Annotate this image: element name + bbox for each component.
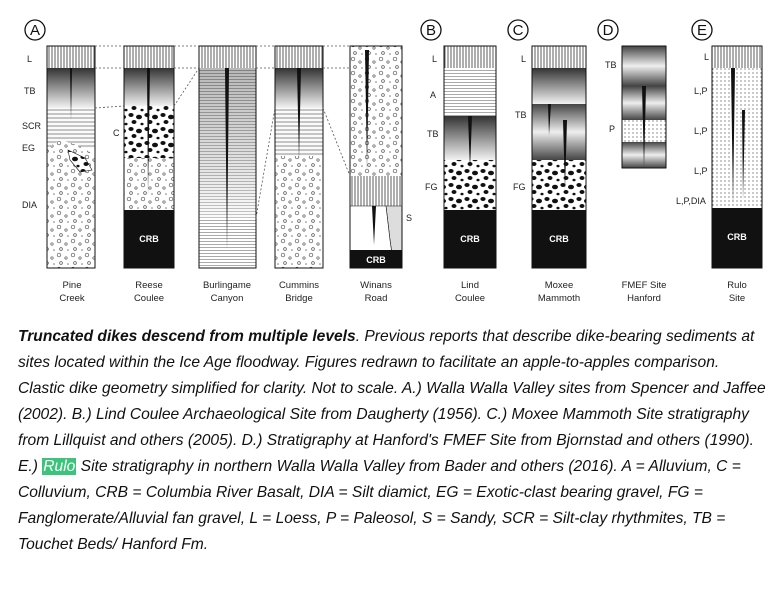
svg-text:Road: Road [364,293,388,304]
svg-text:Rulo: Rulo [727,280,747,291]
svg-text:Mammoth: Mammoth [537,293,581,304]
svg-text:Site: Site [728,293,746,304]
layer-label-e-lp2: L,P [694,126,708,136]
layer-label-eg: EG [22,143,36,153]
panel-label-a [25,20,45,40]
svg-text:Coulee: Coulee [133,293,165,304]
svg-text:FMEF Site: FMEF Site [621,280,667,291]
panel-label-b [421,20,441,40]
layer-label-e-l: L [704,52,710,62]
svg-text:Moxee: Moxee [544,280,574,291]
layer-label-l: L [27,54,33,64]
svg-text:CRB: CRB [366,255,386,265]
svg-text:Burlingame: Burlingame [202,280,252,291]
panel-label-c [508,20,528,40]
highlighted-term[interactable]: Rulo [43,458,76,475]
svg-text:A: A [29,22,41,39]
panel-label-d [598,20,618,40]
column-rulo-site [712,46,762,268]
layer-label-tb: TB [24,86,36,96]
caption-body-1: . Previous reports that describe dike-bearing sediments at sites located within the Ice Age floodway. Figures redrawn to facilitate an apple-to-apples comparison. Clastic dike geometry simplified for clarity. Not to scale. A.) Walla Walla Valley sites from Spencer and Jaffee (2002). B.) Lind Coulee Archaeological Site from Daugherty (1956). C.) Moxee Mammoth Site stratigraphy from Lillquist and others (2005). D.) Stratigraphy at Hanford's FMEF Site from Bjornstad and others (1990). E.) [18,328,766,475]
layer-label-c: C [113,128,120,138]
svg-text:Pine: Pine [62,280,82,291]
layer-label-d-p: P [609,124,616,134]
layer-label-s: S [406,213,413,223]
layer-label-e-lp3: L,P [694,166,708,176]
column-moxee-mammoth [532,46,586,268]
svg-text:Creek: Creek [59,293,85,304]
svg-text:CRB: CRB [139,234,159,244]
column-pine-creek [47,46,95,268]
layer-label-e-lpdia: L,P,DIA [676,196,706,206]
svg-text:E: E [696,22,708,39]
layer-label-dia: DIA [22,200,38,210]
layer-label-c-l: L [521,54,527,64]
layer-label-b-l: L [432,54,438,64]
svg-text:Winans: Winans [360,280,392,291]
panel-label-e [692,20,712,40]
layer-label-b-fg: FG [425,182,438,192]
svg-text:Bridge: Bridge [285,293,313,304]
column-lind-coulee [444,46,496,268]
layer-label-c-fg: FG [513,182,526,192]
caption-title: Truncated dikes descend from multiple levels [18,328,356,345]
layer-label-e-lp1: L,P [694,86,708,96]
svg-text:CRB: CRB [727,232,747,242]
layer-label-c-tb: TB [515,110,527,120]
layer-label-b-tb: TB [427,129,439,139]
column-winans-road [350,46,402,268]
svg-text:Coulee: Coulee [454,293,486,304]
svg-text:Canyon: Canyon [210,293,244,304]
column-cummins-bridge [275,46,323,268]
site-labels [59,280,746,304]
layer-label-d-tb: TB [605,60,617,70]
svg-text:Cummins: Cummins [278,280,320,291]
svg-text:Lind: Lind [461,280,479,291]
svg-text:CRB: CRB [460,234,480,244]
svg-text:Hanford: Hanford [627,293,661,304]
column-reese-coulee [124,46,174,268]
caption-body-2: Site stratigraphy in northern Walla Walla Valley from Bader and others (2016). A = Alluvium, C = Colluvium, CRB = Columbia River Basalt, DIA = Silt diamict, EG = Exotic-clast bearing gravel, FG = Fanglomerate/Alluvial fan gravel, L = Loess, P = Paleosol, S = Sandy, SCR = Silt-clay rhythmites, TB = Touchet Beds/ Hanford Fm. [18,458,741,553]
svg-text:B: B [425,22,437,39]
svg-text:CRB: CRB [549,234,569,244]
column-fmef-hanford [622,46,666,168]
svg-text:C: C [512,22,524,39]
layer-label-scr: SCR [22,121,42,131]
svg-text:Reese: Reese [135,280,163,291]
layer-label-b-a: A [430,90,437,100]
figure-caption [18,324,770,558]
svg-text:D: D [602,22,614,39]
column-burlingame-canyon [199,46,256,268]
